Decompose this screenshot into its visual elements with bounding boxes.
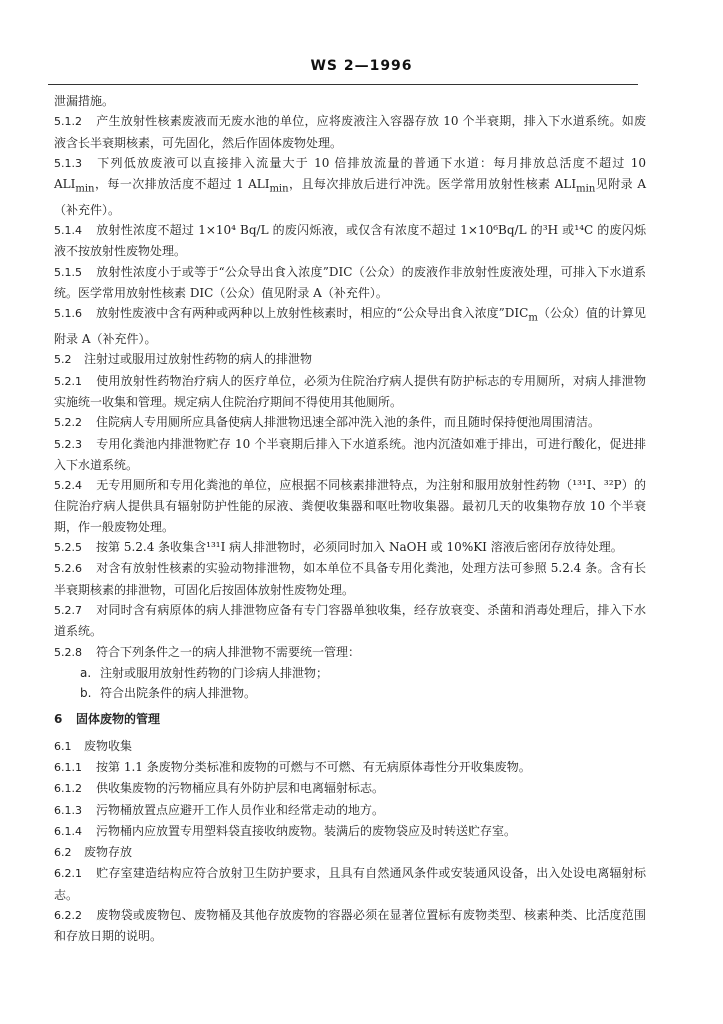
clause-number: 6.1.3 [54,803,82,817]
clause-text: 见附录 A（补充件）。 [54,177,646,217]
subscript: m [528,312,538,324]
clause-number: 6.1.4 [54,824,82,838]
clause-text: 按第 1.1 条废物分类标准和废物的可燃与不可燃、有无病原体毒性分开收集废物。 [96,759,531,774]
clause-number: 6.1.1 [54,760,82,774]
clause-5-2-6 [54,558,646,600]
clause-5-2-8 [54,642,646,663]
clause-5-2-5 [54,537,646,558]
clause-number: 6.2.1 [54,867,82,881]
list-item-text: 符合出院条件的病人排泄物。 [100,686,257,701]
clause-number: 6.1.2 [54,782,82,796]
clause-text: 住院病人专用厕所应具备使病人排泄物迅速全部冲洗入池的条件，而且随时保持便池周围清洁。 [96,415,601,430]
clause-text: 废物袋或废物包、废物桶及其他存放废物的容器必须在显著位置标有废物类型、核素种类、比活度范围和存放日期的说明。 [54,908,646,944]
section-5-2-heading [54,349,646,370]
clause-5-1-4 [54,220,646,262]
clause-text: 下列低放废液可以直接排入流量大于 10 倍排放流量的普通下水道：每月排放总活度不超过 10 ALI [54,155,646,192]
clause-text: 对同时含有病原体的病人排泄物应备有专门容器单独收集，经存放衰变、杀菌和消毒处理后，排入下水道系统。 [54,602,646,639]
clause-6-2-1 [54,863,646,905]
clause-text: 放射性浓度不超过 1×10⁴ Bq/L 的废闪烁液，或仅含有浓度不超过 1×10⁶Bq/L 的³H 或¹⁴C 的废闪烁液不按放射性废物处理。 [54,223,646,259]
clause-6-2-2 [54,905,646,947]
clause-text: 贮存室建造结构应符合放射卫生防护要求，且具有自然通风条件或安装通风设备，出入处设电离辐射标志。 [54,866,646,902]
list-item-b [54,683,646,703]
clause-text: 放射性废液中含有两种或两种以上放射性核素时，相应的“公众导出食入浓度”DIC [96,306,529,321]
clause-number: 5.1.5 [54,265,82,279]
clause-number: 5.2.6 [54,562,82,576]
standard-code-header: WS 2—1996 [310,58,413,74]
clause-number: 5.2.8 [54,645,82,659]
subscript: min [576,183,596,195]
clause-5-1-5 [54,262,646,304]
clause-5-1-3 [54,153,646,220]
clause-6-1-3 [54,800,646,821]
clause-number: 5.2.1 [54,374,82,388]
clause-number: 5.2.3 [54,437,82,451]
clause-5-2-3 [54,434,646,476]
clause-text: 专用化粪池内排泄物贮存 10 个半衰期后排入下水道系统。池内沉渣如难于排出，可进行酸化，促进排入下水道系统。 [54,436,646,472]
clause-number: 5.2.4 [54,479,82,493]
clause-number: 5.1.6 [54,307,82,321]
section-6-2-heading [54,842,646,863]
section-title: 废物存放 [84,845,133,860]
header-divider [48,84,638,85]
clause-text: 污物桶内应放置专用塑料袋直接收纳废物。装满后的废物袋应及时转送贮存室。 [96,823,517,838]
clause-text: 按第 5.2.4 条收集含¹³¹I 病人排泄物时，必须同时加入 NaOH 或 10%KI 溶液后密闭存放待处理。 [96,540,623,555]
clause-number: 5.2.2 [54,416,82,430]
paragraph-continuation: 泄漏措施。 [54,94,115,108]
clause-text: 污物桶放置点应避开工作人员作业和经常走动的地方。 [96,802,385,817]
subscript: min [75,183,95,195]
section-6-1-heading [54,736,646,757]
clause-text: 放射性浓度小于或等于“公众导出食入浓度”DIC（公众）的废液作非放射性废液处理，可排入下水道系统。医学常用放射性核素 DIC（公众）值见附录 A（补充件）。 [54,264,646,301]
chapter-number: 6 [54,712,63,727]
clause-5-1-2 [54,111,646,153]
section-number: 6.1 [54,739,72,753]
clause-5-2-4 [54,475,646,537]
chapter-title: 固体废物的管理 [76,712,161,727]
clause-text: 对含有放射性核素的实验动物排泄物，如本单位不具备专用化粪池，处理方法可参照 5.2.4 条。含有长半衰期核素的排泄物，可固化后按固体放射性废物处理。 [54,561,646,597]
clause-number: 6.2.2 [54,909,82,923]
clause-text: 符合下列条件之一的病人排泄物不需要统一管理： [96,644,361,659]
clause-5-2-7 [54,600,646,642]
document-body [54,91,646,947]
list-marker: a. [80,665,92,680]
clause-number: 5.2.7 [54,603,82,617]
clause-text: ，每一次排放活度不超过 1 ALI [94,177,270,192]
list-item-text: 注射或服用放射性药物的门诊病人排泄物； [100,665,329,680]
list-item-a [54,663,646,683]
list-marker: b. [80,686,92,701]
section-title: 废物收集 [84,738,133,753]
clause-5-1-6 [54,303,646,349]
clause-number: 5.2.5 [54,541,82,555]
clause-text: 无专用厕所和专用化粪池的单位，应根据不同核素排泄特点，为注射和服用放射性药物（¹³¹I、³²P）的住院治疗病人提供具有辐射防护性能的尿液、粪便收集器和呕吐物收集器。最初几天的收集物存放 10 个半衰期，作一般废物处理。 [54,478,646,534]
clause-number: 5.1.3 [54,156,82,170]
chapter-6-heading [54,709,646,729]
clause-6-1-4 [54,821,646,842]
clause-text: 供收集废物的污物桶应具有外防护层和电离辐射标志。 [96,781,385,796]
clause-5-2-2 [54,412,646,433]
clause-6-1-1 [54,757,646,778]
clause-5-2-1 [54,371,646,413]
clause-text: 使用放射性药物治疗病人的医疗单位，必须为住院治疗病人提供有防护标志的专用厕所，对病人排泄物实施统一收集和管理。规定病人住院治疗期间不得使用其他厕所。 [54,373,646,409]
section-number: 6.2 [54,846,72,860]
section-title: 注射过或服用过放射性药物的病人的排泄物 [84,352,313,367]
subscript: min [269,183,289,195]
clause-6-1-2 [54,778,646,799]
section-number: 5.2 [54,353,72,367]
clause-text: ，且每次排放后进行冲洗。医学常用放射性核素 ALI [288,177,577,192]
clause-text: （公众）值的计算见附录 A（补充件）。 [54,306,646,347]
clause-number: 5.1.2 [54,115,82,129]
clause-text: 产生放射性核素废液而无废水池的单位，应将废液注入容器存放 10 个半衰期，排入下水道系统。如废液含长半衰期核素，可先固化，然后作固体废物处理。 [54,114,646,150]
clause-number: 5.1.4 [54,224,82,238]
